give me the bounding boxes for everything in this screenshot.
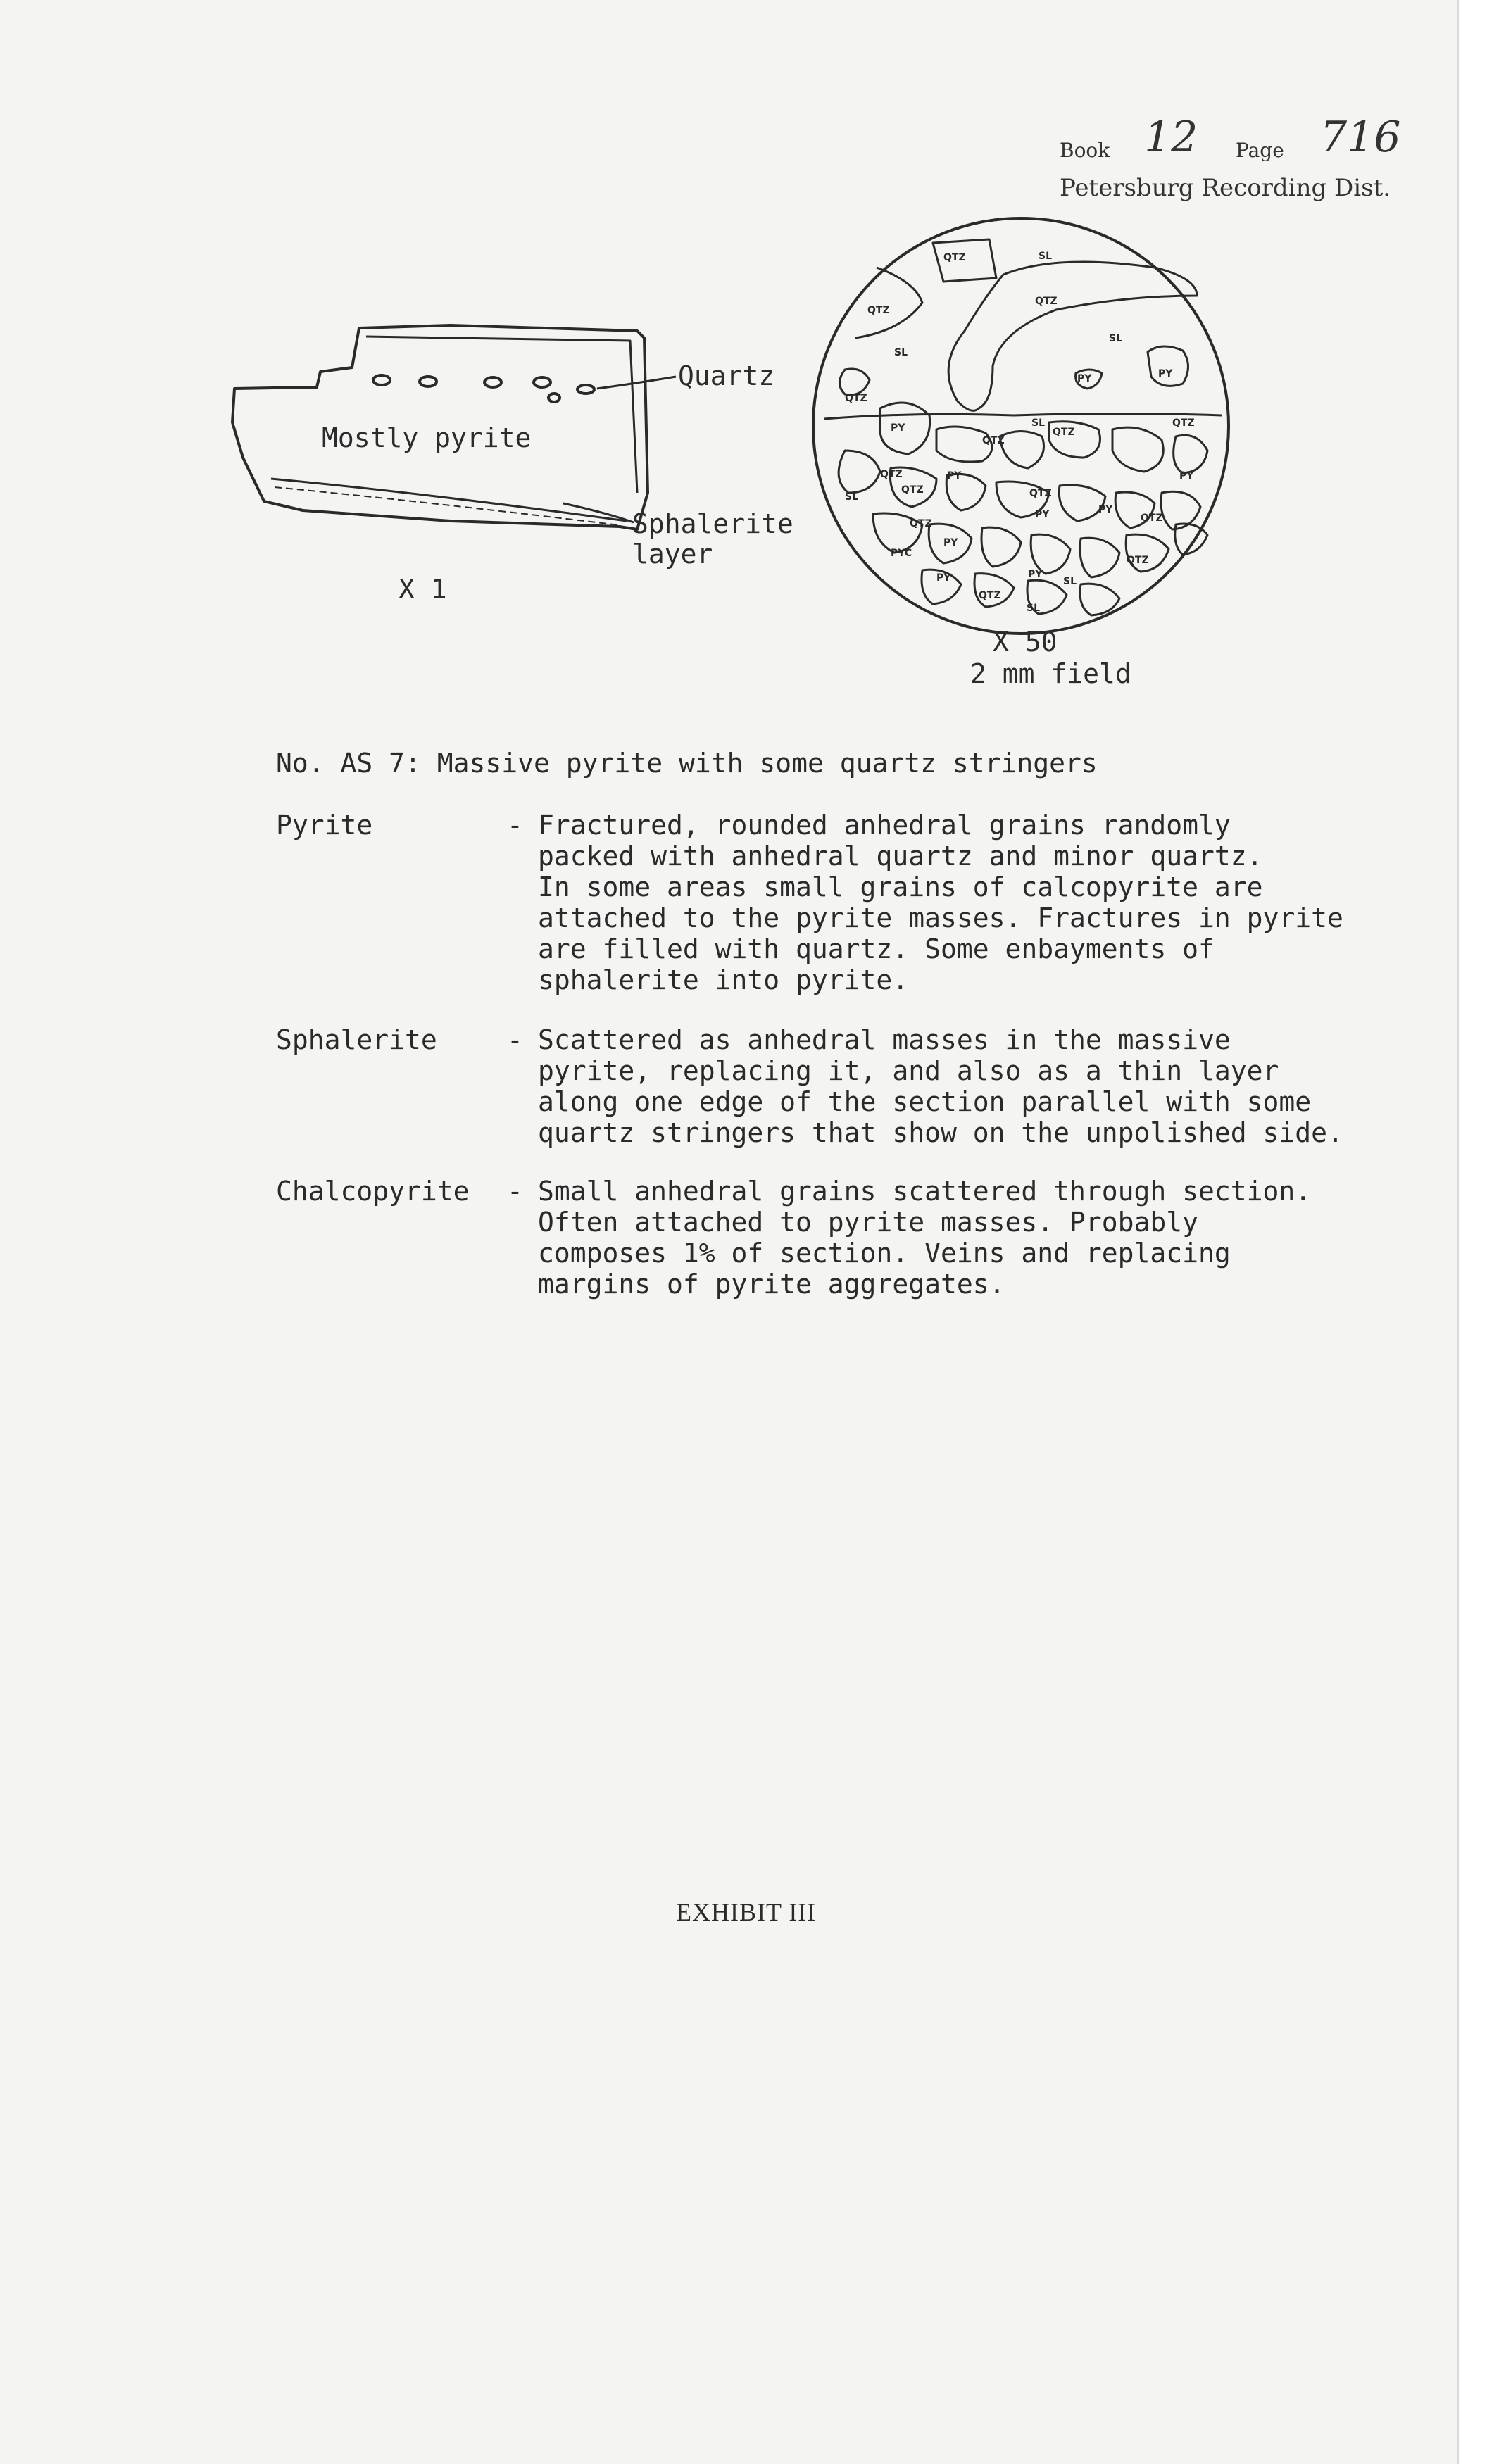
page-label: Page (1236, 139, 1284, 162)
grain-label-py-5: PY (947, 470, 962, 482)
grain-label-sl-2: SL (1109, 333, 1123, 344)
grain-label-qtz-10: QTZ (901, 484, 924, 496)
grain-label-sl-1: SL (1039, 251, 1053, 262)
description-line: pyrite, replacing it, and also as a thin layer (538, 1055, 1279, 1086)
grain-label-qtz-8: QTZ (880, 469, 903, 480)
grain-label-qtz-3: QTZ (1035, 296, 1058, 307)
mineral-term: Sphalerite (276, 1024, 437, 1055)
description-line: attached to the pyrite masses. Fractures in pyrite (538, 903, 1343, 934)
grain-label-sl-5: SL (845, 491, 859, 503)
description-line: composes 1% of section. Veins and replacing (538, 1238, 1231, 1269)
grain-label-qtz-7: QTZ (1172, 417, 1195, 429)
exhibit-label: EXHIBIT III (676, 1898, 817, 1926)
grain-label-py-1: PY (1158, 368, 1173, 379)
grain-label-sl-7: SL (1027, 603, 1041, 614)
grain-label-qtz-5: QTZ (1053, 427, 1075, 438)
mineral-description (538, 1024, 1487, 1148)
grain-label-qtz-1: QTZ (943, 252, 966, 263)
grain-label-qtz-9: QTZ (1029, 488, 1052, 499)
recording-district: Petersburg Recording Dist. (1060, 174, 1391, 202)
grain-label-py-8: PY (943, 537, 958, 548)
description-line: In some areas small grains of calcopyrite are (538, 872, 1263, 903)
grain-label-sl-4: SL (1031, 417, 1046, 429)
grain-label-qtz-4: QTZ (845, 393, 867, 404)
description-line: along one edge of the section parallel with some (538, 1086, 1312, 1117)
mineral-description (538, 810, 1487, 995)
grain-label-py-2: PY (1077, 373, 1092, 384)
grain-label-sl-6: SL (1063, 576, 1077, 587)
right-magnification-label: X 50 (993, 627, 1058, 658)
grain-label-qtz-2: QTZ (867, 305, 890, 316)
grain-label-py-9: PY (1028, 569, 1043, 580)
grain-label-py-10: PY (936, 572, 951, 584)
entry-dash: - (507, 1024, 523, 1055)
description-line: Often attached to pyrite masses. Probably (538, 1207, 1198, 1238)
description-line: Scattered as anhedral masses in the massive (538, 1024, 1231, 1055)
field-size-label: 2 mm field (970, 658, 1131, 689)
description-line: margins of pyrite aggregates. (538, 1269, 1005, 1300)
description-line: Fractured, rounded anhedral grains randomly (538, 810, 1231, 841)
sample-heading: No. AS 7: Massive pyrite with some quartz stringers (276, 748, 1098, 779)
sphalerite-layer-label-line1: Sphalerite (632, 508, 793, 539)
grain-label-qtz-12: QTZ (1141, 513, 1163, 524)
grain-label-pyc: PYC (891, 548, 912, 559)
description-line: Small anhedral grains scattered through section. (538, 1176, 1312, 1207)
sphalerite-layer-label-line2: layer (632, 539, 713, 570)
left-magnification-label: X 1 (399, 574, 447, 605)
page-number: 716 (1320, 113, 1401, 162)
grain-label-py-4: PY (1179, 470, 1194, 482)
grain-label-sl-3: SL (894, 347, 908, 358)
mineral-term: Chalcopyrite (276, 1176, 470, 1207)
grain-label-py-6: PY (1098, 504, 1113, 515)
grain-label-qtz-14: QTZ (1127, 555, 1149, 566)
description-line: quartz stringers that show on the unpolished side. (538, 1117, 1343, 1148)
entry-dash: - (507, 1176, 523, 1207)
book-number: 12 (1144, 113, 1198, 162)
grain-label-py-7: PY (1035, 509, 1050, 520)
grain-label-qtz-13: QTZ (979, 590, 1001, 601)
description-line: are filled with quartz. Some enbayments of (538, 934, 1215, 964)
entry-dash: - (507, 810, 523, 841)
description-line: sphalerite into pyrite. (538, 964, 909, 995)
grain-label-py-3: PY (891, 422, 905, 434)
mineral-description (538, 1176, 1487, 1300)
mineral-term: Pyrite (276, 810, 373, 841)
grain-label-qtz-11: QTZ (910, 518, 932, 529)
quartz-label: Quartz (678, 360, 775, 391)
mostly-pyrite-label: Mostly pyrite (322, 422, 532, 453)
description-line: packed with anhedral quartz and minor quartz. (538, 841, 1263, 872)
grain-label-qtz-6: QTZ (982, 435, 1005, 446)
book-label: Book (1060, 139, 1110, 162)
